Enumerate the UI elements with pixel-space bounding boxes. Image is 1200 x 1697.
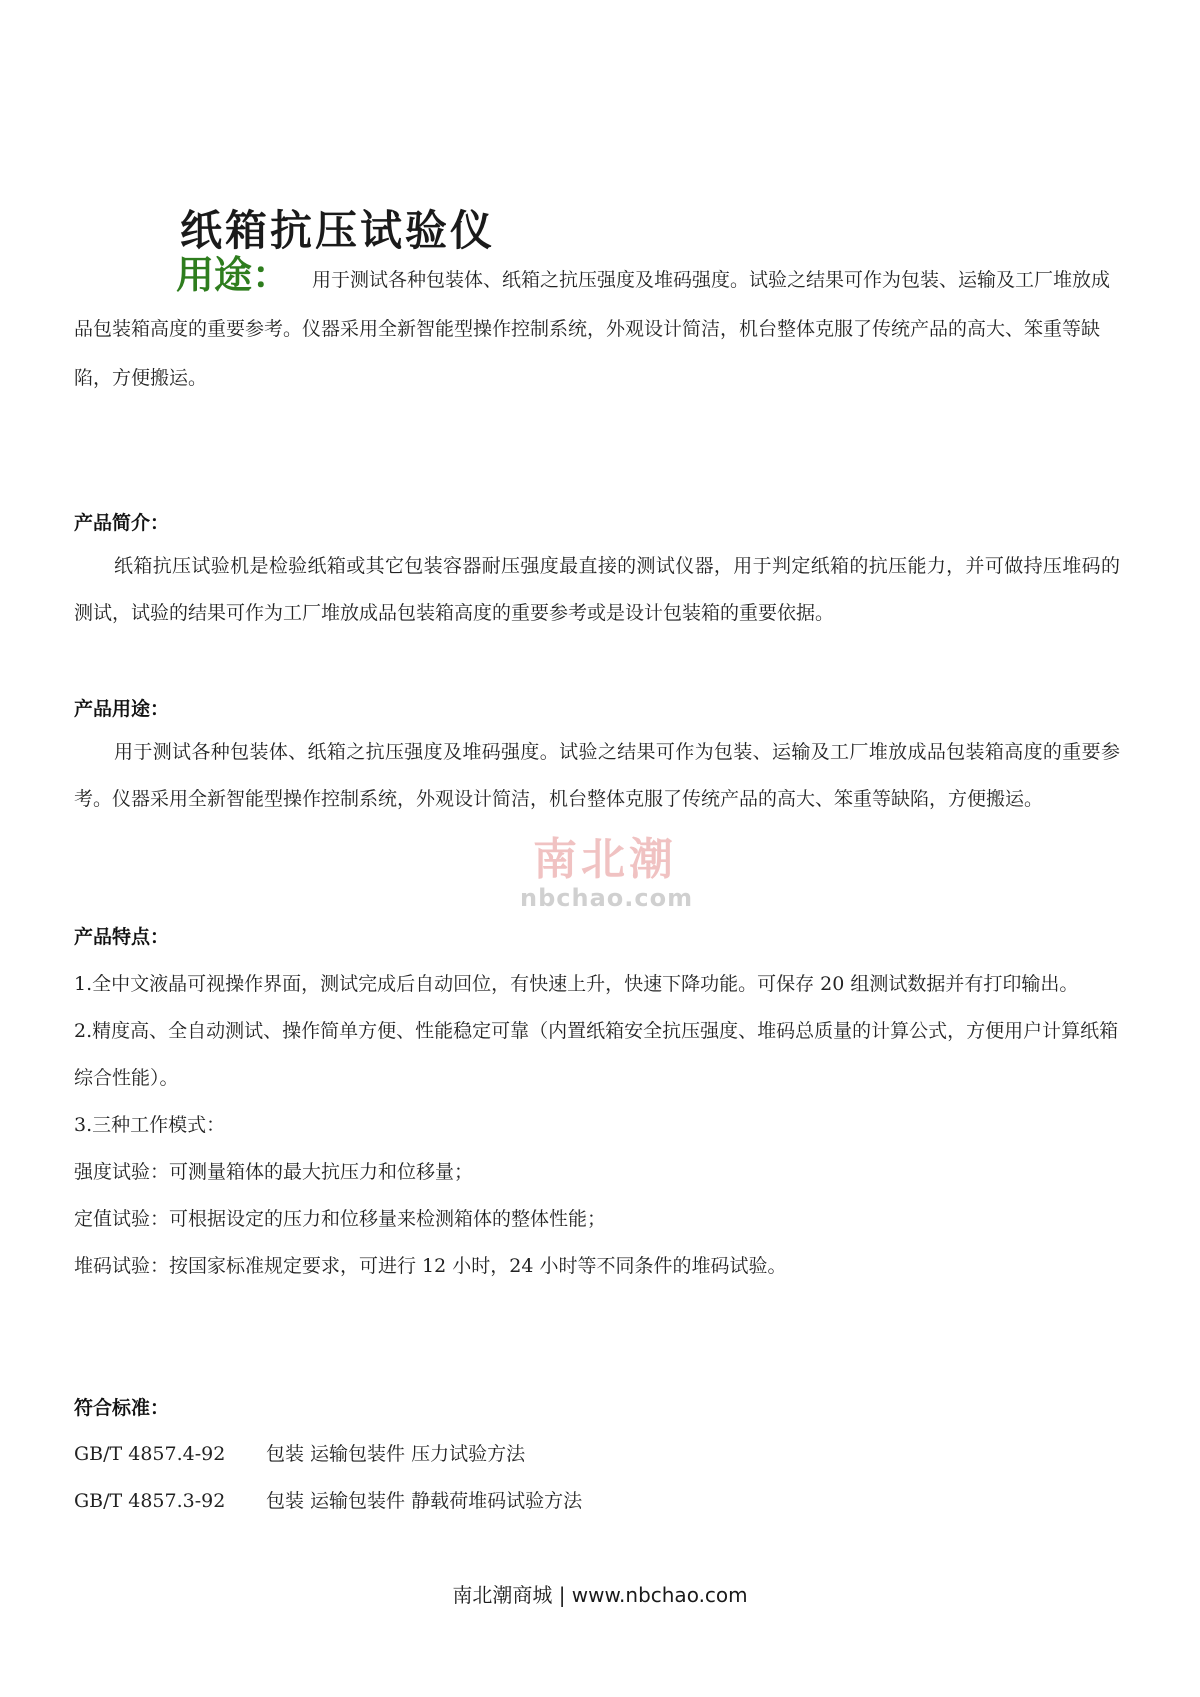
standard-row [74,1439,525,1466]
standard-row [74,1486,582,1513]
feature-item-3: 3.三种工作模式： [74,1114,226,1136]
purpose-heading: 产品用途： [74,698,170,720]
purpose-paragraph: 用于测试各种包装体、纸箱之抗压强度及堆码强度。试验之结果可作为包装、运输及工厂堆放成品包装箱高度的重要参考。仪器采用全新智能型操作控制系统，外观设计简洁，机台整体克服了传统产品的高大、笨重等缺陷，方便搬运。 [74,741,1120,810]
intro-heading: 产品简介： [74,512,170,534]
watermark-en: nbchao.com [520,884,694,912]
feature-item-1: 1.全中文液晶可视操作界面，测试完成后自动回位，有快速上升，快速下降功能。可保存 20 组测试数据并有打印输出。 [74,973,1079,995]
feature-item-2: 2.精度高、全自动测试、操作简单方便、性能稳定可靠（内置纸箱安全抗压强度、堆码总质量的计算公式，方便用户计算纸箱综合性能）。 [74,1020,1119,1089]
feature-item-4: 强度试验：可测量箱体的最大抗压力和位移量； [74,1161,474,1183]
usage-section [74,250,1120,403]
standards-heading: 符合标准： [74,1397,170,1419]
feature-item-5: 定值试验：可根据设定的压力和位移量来检测箱体的整体性能； [74,1208,607,1230]
usage-text: 用于测试各种包装体、纸箱之抗压强度及堆码强度。试验之结果可作为包装、运输及工厂堆放成品包装箱高度的重要参考。仪器采用全新智能型操作控制系统，外观设计简洁，机台整体克服了传统产品的高大、笨重等缺陷，方便搬运。 [74,269,1111,389]
page-footer: 南北潮商城 | www.nbchao.com [452,1583,748,1607]
intro-paragraph: 纸箱抗压试验机是检验纸箱或其它包装容器耐压强度最直接的测试仪器，用于判定纸箱的抗压能力，并可做持压堆码的测试，试验的结果可作为工厂堆放成品包装箱高度的重要参考或是设计包装箱的重要依据。 [74,555,1120,624]
standard-desc: 包装 运输包装件 压力试验方法 [266,1443,526,1465]
watermark-cn: 南北潮 [533,834,677,885]
document-title: 纸箱抗压试验仪 [180,206,496,255]
watermark-logo [520,834,694,912]
standard-code: GB/T 4857.4-92 [74,1443,226,1465]
features-heading: 产品特点： [74,926,170,948]
feature-item-6: 堆码试验：按国家标准规定要求，可进行 12 小时，24 小时等不同条件的堆码试验。 [74,1255,787,1277]
standard-code: GB/T 4857.3-92 [74,1490,226,1512]
standard-desc: 包装 运输包装件 静载荷堆码试验方法 [266,1490,583,1512]
features-list [74,961,1120,1290]
usage-label: 用途： [176,252,291,297]
